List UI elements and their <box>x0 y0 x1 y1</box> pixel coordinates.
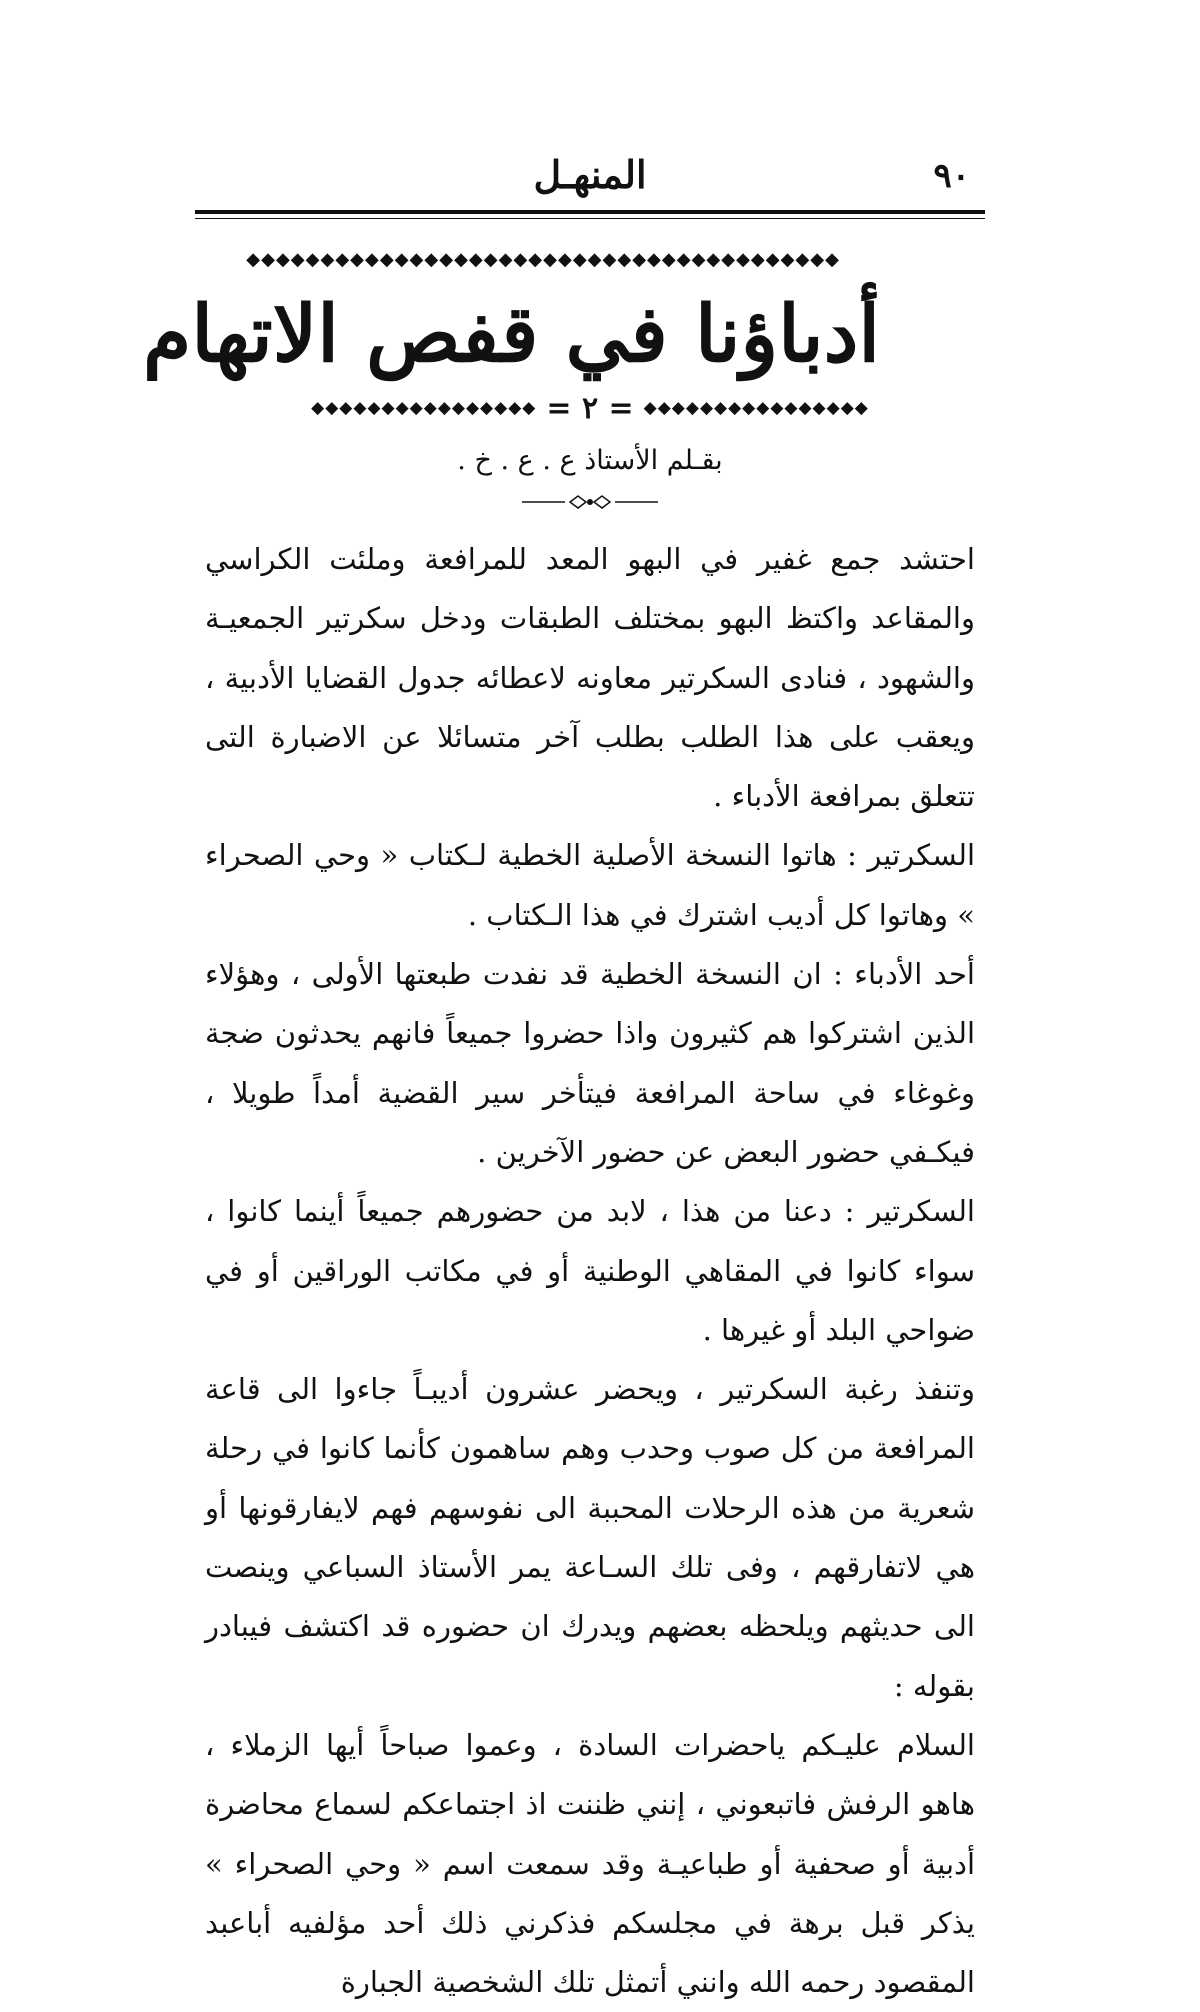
diamond-border-top: ◆◆◆◆◆◆◆◆◆◆◆◆◆◆◆◆◆◆◆◆◆◆◆◆◆◆◆◆◆◆◆◆◆◆◆◆◆◆◆◆ <box>246 249 840 270</box>
author-byline: بقـلم الأستاذ ع . ع . خ . <box>457 445 723 476</box>
paragraph: السكرتير : دعنا من هذا ، لابد من حضورهم جميعاً أينما كانوا ، سواء كانوا في المقاهي الوطنية أو في مكاتب الوراقين أو في ضواحي البلد أو غيرها . <box>205 1194 975 1347</box>
part-number: = ٢ = <box>546 390 634 426</box>
article-body <box>205 530 975 2012</box>
paragraph: السكرتير : هاتوا النسخة الأصلية الخطية لـكتاب « وحي الصحراء » وهاتوا كل أديب اشترك في هذا الـكتاب . <box>205 838 975 932</box>
ornament-divider <box>520 492 660 512</box>
journal-name: المنهـل <box>533 152 647 197</box>
paragraph: وتنفذ رغبة السكرتير ، ويحضر عشرون أديبـاً جاءوا الى قاعة المرافعة من كل صوب وحدب وهم ساهمون كأنما كانوا في رحلة شعرية من هذه الرحلات المحببة الى نفوسهم فهم لايفارقونها أو هي لاتفارقهم ، وفى تلك السـاعة يمر الأستاذ السباعي وينصت الى حديثهم ويلحظه بعضهم ويدرك ان حضوره قد اكتشف فيبادر بقوله : <box>205 1372 975 1703</box>
page-number: ٩٠ <box>933 156 970 196</box>
diamond-border-right: ◆◆◆◆◆◆◆◆◆◆◆◆◆◆◆◆ <box>643 398 869 418</box>
header-rule-thick <box>195 210 985 214</box>
paragraph: أحد الأدباء : ان النسخة الخطية قد نفدت طبعتها الأولى ، وهؤلاء الذين اشتركوا هم كثيرون واذا حضروا جميعاً فانهم يحدثون ضجة وغوغاء في ساحة المرافعة فيتأخر سير القضية أمداً طويلا ، فيكـفي حضور البعض عن حضور الآخرين . <box>205 957 975 1169</box>
paragraph: السلام عليـكم ياحضرات السادة ، وعموا صباحاً أيها الزملاء ، هاهو الرفش فاتبعوني ، إنني ظننت اذ اجتماعكم لسماع محاضرة أدبية أو صحفية أو طباعيـة وقد سمعت اسم « وحي الصحراء » يذكر قبل برهة في مجلسكم فذكرني ذلك أحد مؤلفيه أباعبد المقصود رحمه الله وانني أتمثل تلك الشخصية الجبارة <box>205 1727 975 2000</box>
paragraph: احتشد جمع غفير في البهو المعد للمرافعة وملئت الكراسي والمقاعد واكتظ البهو بمختلف الطبقات ودخل سكرتير الجمعيـة والشهود ، فنادى السكرتير معاونه لاعطائه جدول القضايا الأدبية ، ويعقب على هذا الطلب بطلب آخر متسائلا عن الاضبارة التى تتعلق بمرافعة الأدباء . <box>205 542 975 814</box>
part-number-row <box>311 390 869 426</box>
running-head <box>200 150 980 206</box>
header-rule-thin <box>195 218 985 219</box>
diamond-border-left: ◆◆◆◆◆◆◆◆◆◆◆◆◆◆◆◆ <box>311 398 537 418</box>
article-title: أدباؤنا في قفص الاتهام <box>143 289 880 380</box>
